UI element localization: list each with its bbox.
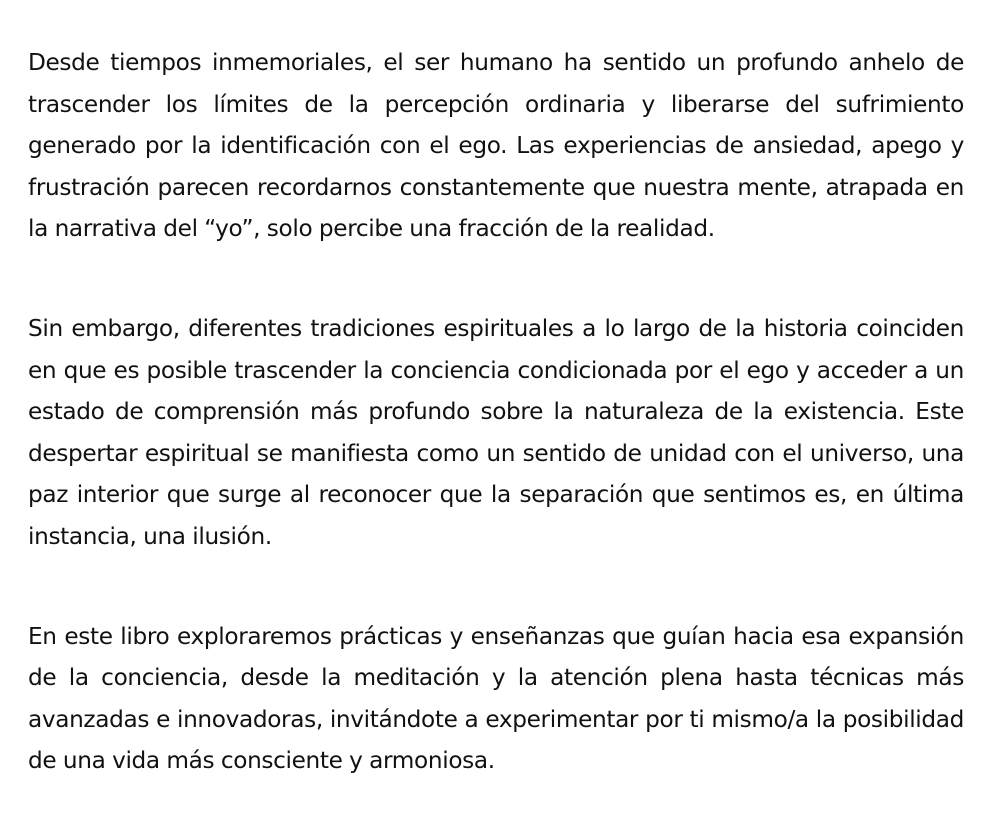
paragraph-book-purpose: En este libro exploraremos prácticas y enseñanzas que guían hacia esa expansión de la conciencia, desde la meditación y la atención plena hasta técnicas más avanzadas e innovadoras, invitándote a experimentar por ti mismo/a la posibilidad de una vida más consciente y armoniosa. [28, 622, 964, 775]
document-page [28, 42, 964, 782]
paragraph-introduction: Desde tiempos inmemoriales, el ser humano ha sentido un profundo anhelo de trascender los límites de la percepción ordinaria y liberarse del sufrimiento generado por la identificación con el ego. Las experiencias de ansiedad, apego y frustración parecen recordarnos constantemente que nuestra mente, atrapada en la narrativa del “yo”, solo percibe una fracción de la realidad. [28, 49, 964, 243]
paragraph-spiritual-traditions: Sin embargo, diferentes tradiciones espirituales a lo largo de la historia coinciden en que es posible trascender la conciencia condicionada por el ego y acceder a un estado de comprensión más profundo sobre la naturaleza de la existencia. Este despertar espiritual se manifiesta como un sentido de unidad con el universo, una paz interior que surge al reconocer que la separación que sentimos es, en última instancia, una ilusión. [28, 314, 964, 550]
